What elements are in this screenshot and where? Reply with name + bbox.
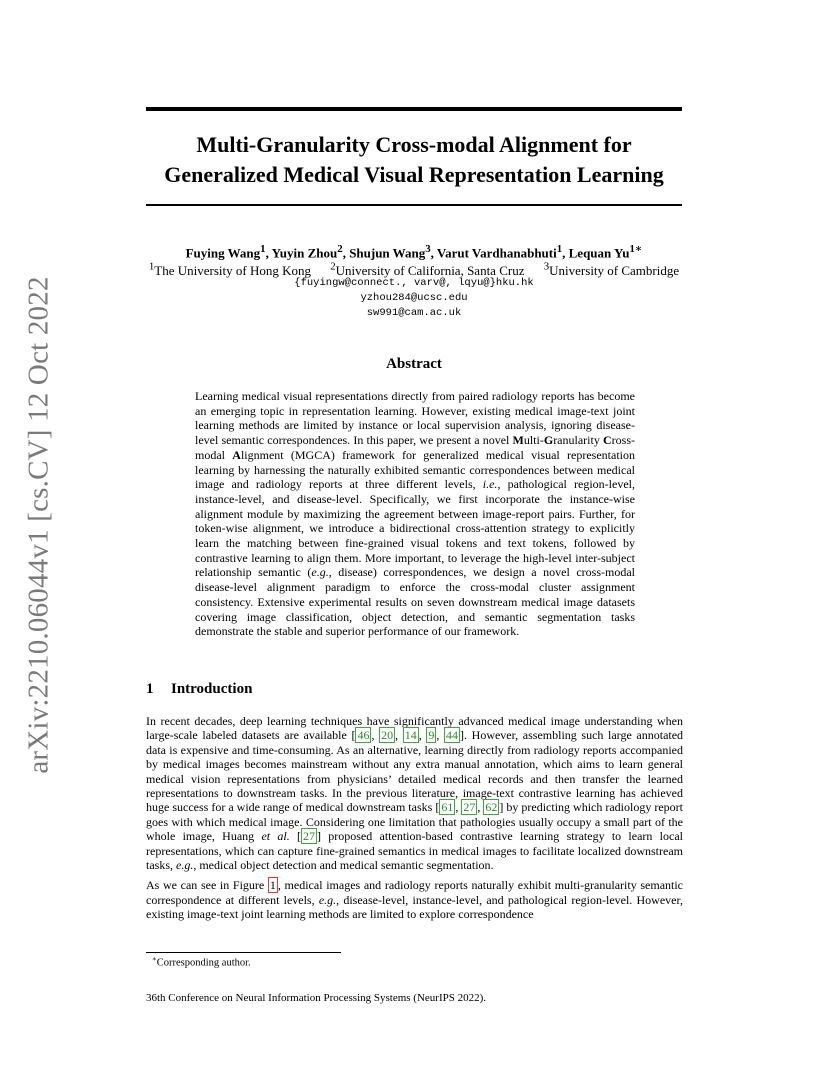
citation-link[interactable]: 20 bbox=[381, 728, 394, 743]
author-name: Fuying Wang bbox=[185, 245, 261, 261]
section-title: Introduction bbox=[171, 681, 253, 697]
citation-link[interactable]: 27 bbox=[302, 829, 315, 844]
section-number: 1 bbox=[146, 681, 154, 697]
title-line-1: Multi-Granularity Cross-modal Alignment for bbox=[196, 132, 632, 157]
title-bottom-rule bbox=[146, 204, 682, 206]
author-affil-mark: 1 bbox=[260, 243, 266, 255]
title-line-2: Generalized Medical Visual Representation Learning bbox=[164, 162, 664, 187]
introduction-body bbox=[146, 714, 683, 928]
citation-link[interactable]: 46 bbox=[357, 728, 370, 743]
paper-title bbox=[146, 130, 682, 190]
author-affil-mark: 3 bbox=[425, 243, 431, 255]
email: yzhou284@ucsc.edu bbox=[360, 292, 468, 304]
author-name: Yuyin Zhou bbox=[271, 245, 338, 261]
citation-link[interactable]: 61 bbox=[441, 800, 454, 815]
citation-link[interactable]: 27 bbox=[463, 800, 476, 815]
title-top-rule bbox=[146, 107, 682, 111]
email: {fuyingw@connect., varv@, lqyu@}hku.hk bbox=[294, 277, 534, 289]
citation-link[interactable]: 9 bbox=[428, 728, 435, 743]
email: sw991@cam.ac.uk bbox=[366, 307, 462, 319]
footnote-rule bbox=[146, 952, 341, 953]
abstract-text: Learning medical visual representations directly from paired radiology reports has become an emerging topic in representation learning. However, existing medical image-text joint learning methods are limited by instance or local supervision analysis, ignoring disease-level semantic correspondences. In this paper, we present a novel Multi-Granularity Cross-modal Alignment (MGCA) framework for generalized medical visual representation learning by harnessing the naturally exhibited semantic correspondences between medical image and radiology reports at three different levels, i.e., pathological region-level, instance-level, and disease-level. Specifically, we first incorporate the instance-wise alignment module by maximizing the agreement between image-report pairs. Further, for token-wise alignment, we introduce a bidirectional cross-attention strategy to explicitly learn the matching between fine-grained visual tokens and text tokens, followed by contrastive learning to align them. More important, to leverage the high-level inter-subject relationship semantic (e.g., disease) correspondences, we design a novel cross-modal disease-level alignment paradigm to enforce the cross-modal cluster assignment consistency. Extensive experimental results on seven downstream medical image datasets covering image classification, object detection, and semantic segmentation tasks demonstrate the stable and superior performance of our framework. bbox=[195, 389, 635, 639]
abstract-heading: Abstract bbox=[386, 356, 442, 372]
intro-paragraph: In recent decades, deep learning techniques have significantly advanced medical image understanding when large-scale labeled datasets are available [ 46 , 20 , 14 , 9 , 44 ]. However, assembling such large annotated data is expensive and time-consuming. As an alternative, learning directly from radiology reports accompanied by medical images becomes mainstream without any extra manual annotation, which aims to learn general medical vision representations from physicians’ detailed medical records and then transfer the learned representations to downstream tasks. In the previous literature, image-text contrastive learning has achieved huge success for a wide range of medical downstream tasks [ 61 , 27 , 62 ] by predicting which radiology report goes with which medical image. Considering one limitation that pathologies usually occupy a small part of the whole image, Huang et al. [ 27 ] proposed attention-based contrastive learning strategy to learn local representations, which can capture fine-grained semantics in medical images to facilitate localized downstream tasks, e.g., medical object detection and medical semantic segmentation. bbox=[146, 714, 684, 873]
email-list bbox=[120, 276, 708, 321]
intro-paragraph: As we can see in Figure 1 , medical images and radiology reports naturally exhibit multi-granularity semantic correspondence at different levels, e.g., disease-level, instance-level, and pathological region-level. However, existing image-text joint learning methods are limited to explore correspondence bbox=[146, 878, 684, 922]
citation-link[interactable]: 44 bbox=[446, 728, 459, 743]
conference-note: 36th Conference on Neural Information Processing Systems (NeurIPS 2022). bbox=[146, 992, 487, 1004]
arxiv-id: arXiv:2210.06044v1 [cs.CV] 12 Oct 2022 bbox=[22, 276, 55, 774]
author-name: Varut Vardhanabhuti bbox=[436, 245, 557, 261]
citation-link[interactable]: 14 bbox=[404, 728, 417, 743]
author-affil-mark: 1 bbox=[556, 243, 563, 255]
figure-link[interactable]: 1 bbox=[269, 878, 276, 893]
footnote-text: Corresponding author. bbox=[156, 957, 251, 969]
footnote-mark: ∗ bbox=[152, 955, 157, 963]
affiliation: $^1$The University of Hong Kong bbox=[148, 261, 311, 279]
author-name: Shujun Wang bbox=[349, 245, 426, 261]
affiliation: $^2$University of California, Santa Cruz bbox=[330, 261, 525, 279]
citation-link[interactable]: 62 bbox=[485, 800, 498, 815]
arxiv-sidebar-stamp bbox=[0, 0, 78, 1072]
affiliation: $^3$University of Cambridge bbox=[543, 261, 680, 279]
footnote bbox=[152, 955, 251, 969]
author-affil-mark: 2 bbox=[337, 243, 343, 255]
author-affil-mark: 1∗ bbox=[629, 243, 643, 255]
author-name: Lequan Yu bbox=[568, 245, 630, 261]
section-heading bbox=[146, 681, 252, 698]
author-list: Fuying Wang$^1$, Yuyin Zhou$^2$, Shujun Wang$^3$, Varut Vardhanabhuti$^1$, Lequan $Yu^{1∗}$ bbox=[185, 243, 643, 261]
